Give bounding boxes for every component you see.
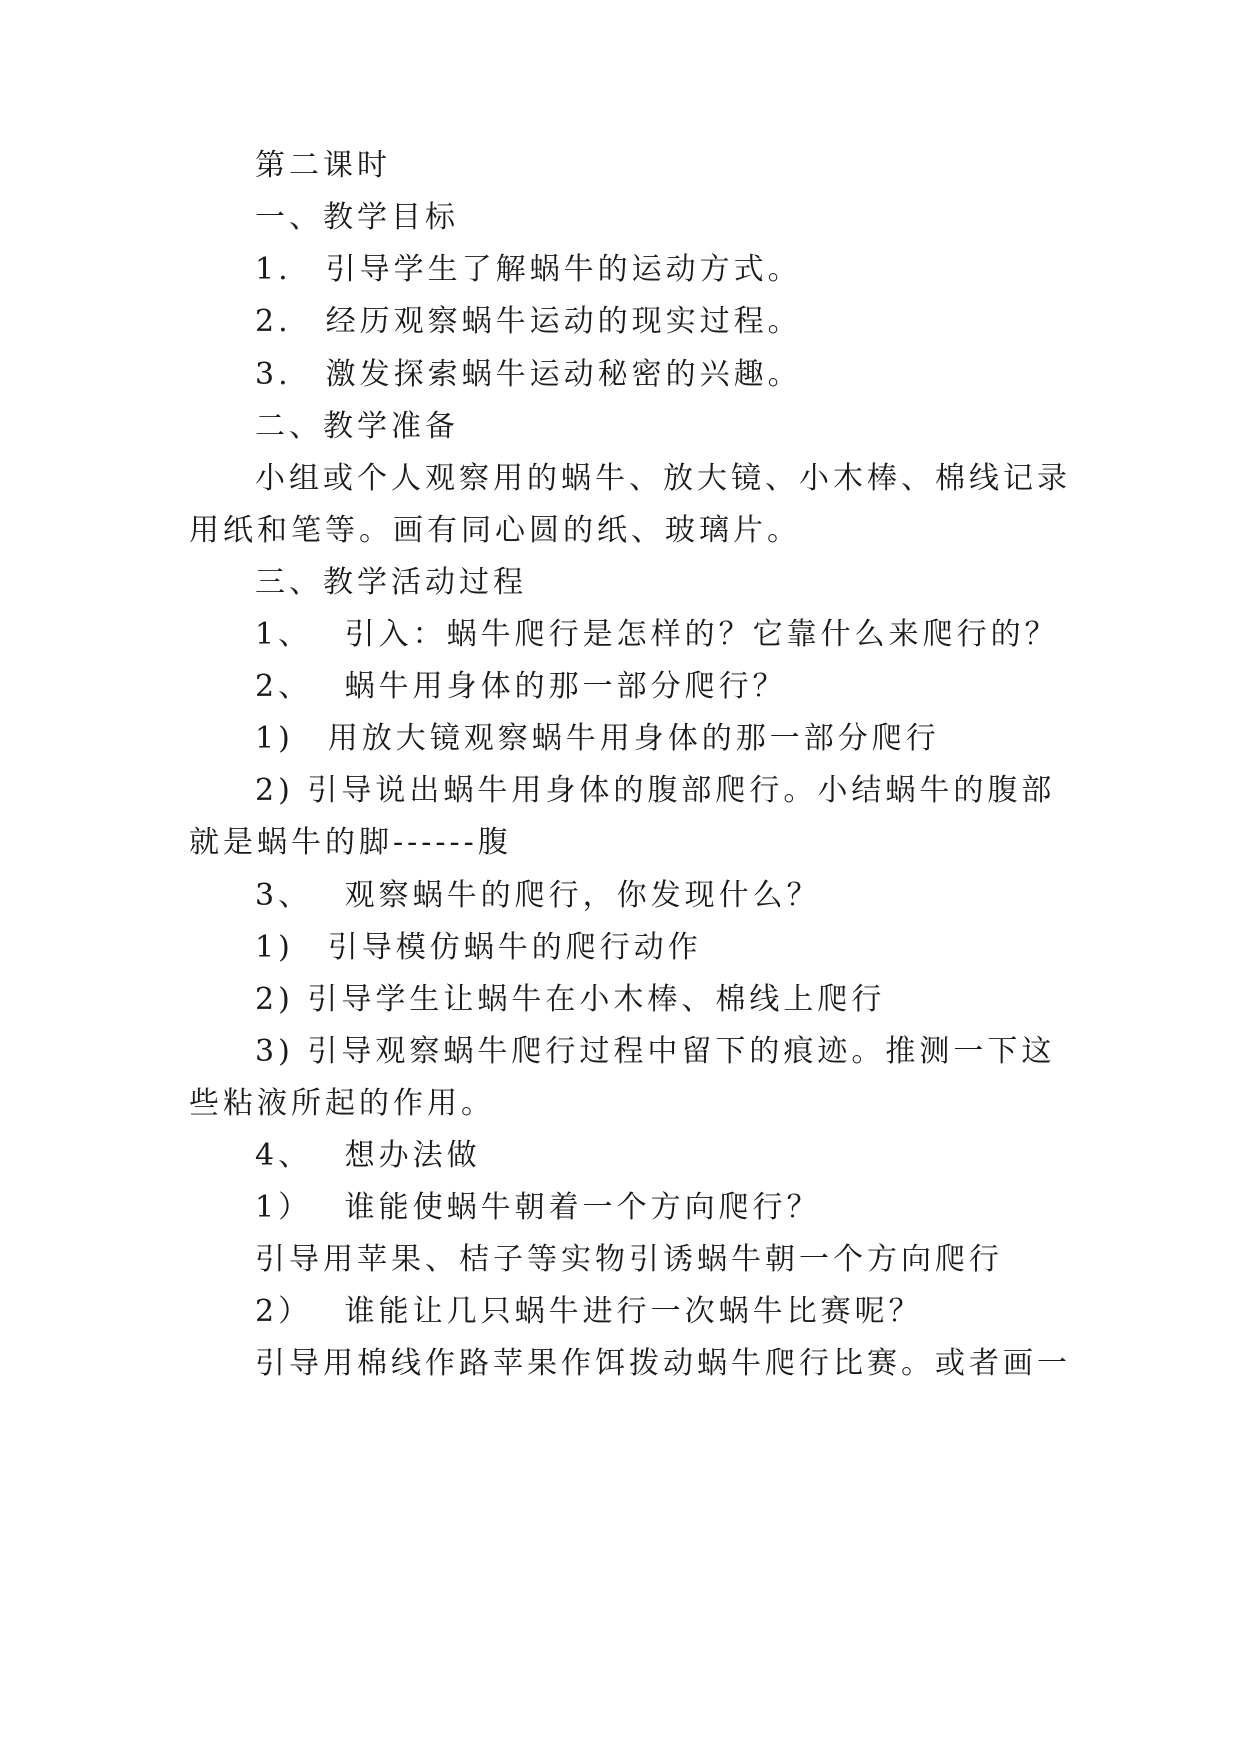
process-substep-continuation: 就是蜗牛的脚------腹 (189, 825, 512, 860)
objective-item-1: 1. 引导学生了解蜗牛的运动方式。 (255, 252, 802, 287)
lesson-title: 第二课时 (255, 148, 391, 183)
process-substep: 1) 引导模仿蜗牛的爬行动作 (255, 930, 702, 965)
section-heading-objectives: 一、教学目标 (255, 200, 459, 235)
objective-item-3: 3. 激发探索蜗牛运动秘密的兴趣。 (255, 357, 802, 392)
section-heading-process: 三、教学活动过程 (255, 565, 527, 600)
process-step-4: 4、 想办法做 (255, 1138, 481, 1173)
process-step-3: 3、 观察蜗牛的爬行，你发现什么？ (255, 878, 821, 913)
process-substep-continuation: 些粘液所起的作用。 (189, 1086, 495, 1121)
process-substep: 2） 谁能让几只蜗牛进行一次蜗牛比赛呢？ (255, 1294, 923, 1329)
process-note: 引导用棉线作路苹果作饵拨动蜗牛爬行比赛。或者画一 (255, 1346, 1071, 1381)
process-step-1: 1、 引入：蜗牛爬行是怎样的？它靠什么来爬行的？ (255, 617, 1059, 652)
process-substep: 1) 用放大镜观察蜗牛用身体的那一部分爬行 (255, 721, 940, 756)
process-substep: 2) 引导学生让蜗牛在小木棒、棉线上爬行 (255, 982, 886, 1017)
process-substep: 1） 谁能使蜗牛朝着一个方向爬行？ (255, 1190, 821, 1225)
process-note: 引导用苹果、桔子等实物引诱蜗牛朝一个方向爬行 (255, 1242, 1003, 1277)
process-substep: 2) 引导说出蜗牛用身体的腹部爬行。小结蜗牛的腹部 (255, 773, 1056, 808)
preparation-paragraph-line-1: 小组或个人观察用的蜗牛、放大镜、小木棒、棉线记录 (255, 461, 1071, 496)
process-step-2: 2、 蜗牛用身体的那一部分爬行？ (255, 669, 787, 704)
process-substep: 3) 引导观察蜗牛爬行过程中留下的痕迹。推测一下这 (255, 1034, 1056, 1069)
objective-item-2: 2. 经历观察蜗牛运动的现实过程。 (255, 304, 802, 339)
preparation-paragraph-line-2: 用纸和笔等。画有同心圆的纸、玻璃片。 (189, 513, 801, 548)
section-heading-preparation: 二、教学准备 (255, 409, 459, 444)
